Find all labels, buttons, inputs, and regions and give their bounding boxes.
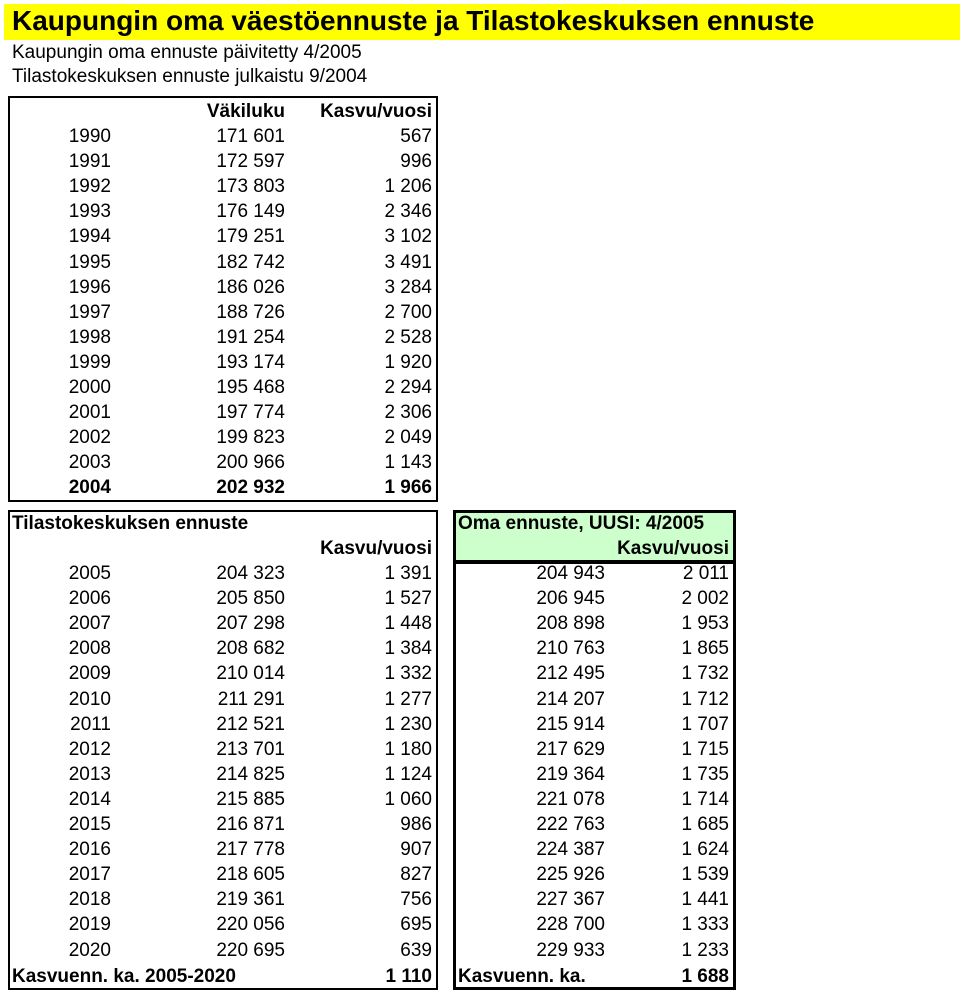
history-growth-cell: 567 [400, 126, 432, 147]
history-row [8, 450, 438, 475]
forecast-own-growth-cell: 1 333 [681, 914, 729, 936]
forecast-own-growth-cell: 1 865 [681, 638, 729, 660]
stat-forecast-row [8, 687, 438, 712]
stat-growth-header: Kasvu/vuosi [320, 538, 432, 559]
forecast-stat-growth-cell: 1 527 [384, 588, 432, 610]
forecast-stat-pop-cell: 212 521 [216, 713, 285, 735]
population-header: Väkiluku [206, 101, 285, 122]
stat-forecast-row [8, 611, 438, 636]
own-forecast-row [453, 586, 736, 611]
forecast-year-cell: 2018 [68, 889, 111, 911]
stat-forecast-row [8, 787, 438, 812]
forecast-year-cell: 2013 [68, 763, 111, 785]
forecast-stat-growth-cell: 756 [400, 889, 432, 911]
stat-forecast-row [8, 812, 438, 837]
forecast-year-cell: 2007 [68, 613, 111, 635]
forecast-year-cell: 2005 [68, 563, 111, 584]
history-year-cell: 1999 [68, 351, 111, 373]
forecast-stat-pop-cell: 217 778 [216, 839, 285, 861]
own-average-label: Kasvuenn. ka. [458, 966, 586, 987]
history-population-cell: 197 774 [216, 402, 285, 424]
history-year-cell: 1997 [68, 301, 111, 323]
history-row [8, 425, 438, 450]
forecast-year-cell: 2015 [68, 814, 111, 835]
subtitle-published: Tilastokeskuksen ennuste julkaistu 9/2004 [12, 66, 368, 87]
forecast-stat-pop-cell: 213 701 [216, 738, 285, 760]
stat-forecast-row [8, 887, 438, 912]
forecast-own-growth-cell: 2 002 [681, 588, 729, 610]
forecast-stat-pop-cell: 216 871 [216, 814, 285, 835]
history-year-cell: 2002 [68, 427, 111, 449]
history-row [8, 300, 438, 325]
history-growth-cell: 996 [400, 151, 432, 173]
history-header-row [8, 99, 438, 124]
forecast-stat-growth-cell: 1 180 [384, 738, 432, 760]
history-population-cell: 202 932 [216, 477, 285, 499]
forecast-own-pop-cell: 204 943 [536, 563, 605, 584]
history-row [8, 325, 438, 350]
history-population-cell: 172 597 [216, 151, 285, 173]
history-population-cell: 195 468 [216, 377, 285, 398]
forecast-own-growth-cell: 1 685 [681, 814, 729, 835]
forecast-own-pop-cell: 208 898 [536, 613, 605, 635]
forecast-own-pop-cell: 227 367 [536, 889, 605, 911]
forecast-own-pop-cell: 214 207 [536, 688, 605, 710]
stat-forecast-row [8, 737, 438, 762]
history-year-cell: 1995 [68, 251, 111, 273]
forecast-stat-pop-cell: 208 682 [216, 638, 285, 660]
stat-average-label: Kasvuenn. ka. 2005-2020 [12, 966, 236, 987]
stat-forecast-row [8, 938, 438, 963]
own-forecast-row [453, 938, 736, 963]
history-growth-cell: 2 306 [384, 402, 432, 424]
history-row [8, 375, 438, 400]
history-growth-cell: 1 966 [384, 477, 432, 499]
history-population-cell: 188 726 [216, 301, 285, 323]
history-population-cell: 179 251 [216, 226, 285, 248]
own-forecast-row [453, 561, 736, 586]
history-growth-cell: 3 284 [384, 276, 432, 298]
forecast-own-pop-cell: 229 933 [536, 939, 605, 961]
forecast-stat-growth-cell: 1 230 [384, 713, 432, 735]
own-average-row [453, 964, 736, 989]
forecast-own-growth-cell: 1 712 [681, 688, 729, 710]
forecast-year-cell: 2009 [68, 663, 111, 685]
forecast-year-cell: 2012 [68, 738, 111, 760]
stat-forecast-row [8, 912, 438, 937]
own-forecast-row [453, 661, 736, 686]
history-growth-cell: 2 700 [384, 301, 432, 323]
stat-average-row [8, 964, 438, 989]
forecast-stat-growth-cell: 1 124 [384, 763, 432, 785]
forecast-year-cell: 2020 [68, 939, 111, 961]
forecast-stat-pop-cell: 211 291 [217, 688, 285, 710]
forecast-header-row [8, 536, 438, 561]
stat-average-value: 1 110 [385, 966, 432, 987]
title-bar [4, 4, 960, 40]
history-row [8, 224, 438, 249]
history-growth-cell: 2 528 [384, 326, 432, 348]
history-population-cell: 186 026 [216, 276, 285, 298]
forecast-year-cell: 2006 [68, 588, 111, 610]
history-population-cell: 200 966 [216, 452, 285, 474]
history-row [8, 199, 438, 224]
forecast-own-growth-cell: 1 233 [681, 939, 729, 961]
own-forecast-row [453, 862, 736, 887]
forecast-stat-pop-cell: 214 825 [216, 763, 285, 785]
forecast-own-growth-cell: 1 707 [681, 713, 729, 735]
history-growth-cell: 3 102 [384, 226, 432, 248]
forecast-year-cell: 2014 [68, 788, 111, 810]
forecast-own-pop-cell: 210 763 [536, 638, 605, 660]
forecast-year-cell: 2017 [68, 864, 111, 886]
forecast-stat-growth-cell: 1 060 [384, 788, 432, 810]
own-forecast-row [453, 712, 736, 737]
stat-forecast-row [8, 586, 438, 611]
forecast-own-growth-cell: 1 732 [681, 663, 729, 685]
forecast-stat-growth-cell: 1 332 [384, 663, 432, 685]
forecast-own-pop-cell: 217 629 [536, 738, 605, 760]
own-average-value: 1 688 [681, 966, 729, 987]
history-population-cell: 173 803 [216, 176, 285, 198]
own-forecast-row [453, 787, 736, 812]
page-title: Kaupungin oma väestöennuste ja Tilastokeskuksen ennuste [12, 5, 815, 36]
own-forecast-title: Oma ennuste, UUSI: 4/2005 [458, 513, 705, 534]
forecast-own-pop-cell: 228 700 [536, 914, 605, 936]
own-forecast-row [453, 812, 736, 837]
history-row [8, 400, 438, 425]
forecast-stat-growth-cell: 1 384 [384, 638, 432, 660]
own-forecast-row [453, 737, 736, 762]
history-population-cell: 191 254 [216, 326, 285, 348]
forecast-stat-pop-cell: 215 885 [216, 788, 285, 810]
own-forecast-row [453, 762, 736, 787]
history-row [8, 350, 438, 375]
forecast-own-growth-cell: 1 539 [681, 864, 729, 886]
history-population-cell: 176 149 [216, 201, 285, 223]
history-year-cell: 2003 [68, 452, 111, 474]
history-row [8, 275, 438, 300]
forecast-own-growth-cell: 1 624 [681, 839, 729, 861]
history-growth-cell: 1 920 [384, 351, 432, 373]
forecast-own-pop-cell: 221 078 [536, 788, 605, 810]
own-forecast-row [453, 912, 736, 937]
history-growth-cell: 2 346 [384, 201, 432, 223]
forecast-own-growth-cell: 1 735 [681, 763, 729, 785]
forecast-stat-growth-cell: 827 [400, 864, 432, 886]
forecast-stat-growth-cell: 695 [400, 914, 432, 936]
forecast-year-cell: 2008 [68, 638, 111, 660]
own-growth-header: Kasvu/vuosi [617, 538, 729, 559]
history-growth-cell: 3 491 [384, 251, 432, 273]
forecast-own-growth-cell: 1 715 [681, 738, 729, 760]
history-year-cell: 2004 [68, 477, 111, 499]
forecast-own-pop-cell: 222 763 [536, 814, 605, 835]
forecast-stat-pop-cell: 207 298 [216, 613, 285, 635]
history-year-cell: 1991 [68, 151, 111, 173]
forecast-own-pop-cell: 206 945 [536, 588, 605, 610]
own-forecast-row [453, 837, 736, 862]
history-population-cell: 171 601 [216, 126, 285, 147]
history-year-cell: 1996 [68, 276, 111, 298]
history-growth-cell: 2 294 [384, 377, 432, 398]
stat-forecast-row [8, 561, 438, 586]
history-year-cell: 1994 [68, 226, 111, 248]
stat-forecast-row [8, 636, 438, 661]
forecast-stat-pop-cell: 220 695 [216, 939, 285, 961]
forecast-own-growth-cell: 1 714 [681, 788, 729, 810]
forecast-own-growth-cell: 2 011 [682, 563, 729, 584]
forecast-own-pop-cell: 215 914 [536, 713, 605, 735]
own-forecast-row [453, 636, 736, 661]
forecast-own-pop-cell: 224 387 [536, 839, 605, 861]
forecast-stat-pop-cell: 210 014 [216, 663, 285, 685]
forecast-stat-pop-cell: 205 850 [216, 588, 285, 610]
forecast-stat-pop-cell: 219 361 [216, 889, 285, 911]
history-year-cell: 1998 [68, 326, 111, 348]
history-year-cell: 2001 [68, 402, 111, 424]
forecast-stat-growth-cell: 1 277 [384, 688, 432, 710]
history-population-cell: 193 174 [216, 351, 285, 373]
own-forecast-row [453, 611, 736, 636]
history-row [8, 475, 438, 500]
history-year-cell: 1990 [68, 126, 111, 147]
history-row [8, 174, 438, 199]
history-population-cell: 199 823 [216, 427, 285, 449]
forecast-stat-pop-cell: 220 056 [216, 914, 285, 936]
forecast-own-pop-cell: 225 926 [536, 864, 605, 886]
history-row [8, 124, 438, 149]
stat-forecast-row [8, 661, 438, 686]
forecast-own-growth-cell: 1 441 [681, 889, 729, 911]
stat-forecast-row [8, 862, 438, 887]
own-header-row [453, 536, 736, 561]
forecast-stat-growth-cell: 1 391 [384, 563, 432, 584]
stat-forecast-row [8, 837, 438, 862]
forecast-stat-growth-cell: 639 [400, 939, 432, 961]
forecast-stat-growth-cell: 986 [400, 814, 432, 835]
forecast-own-pop-cell: 219 364 [536, 763, 605, 785]
forecast-year-cell: 2016 [68, 839, 111, 861]
forecast-stat-growth-cell: 1 448 [384, 613, 432, 635]
stat-forecast-title: Tilastokeskuksen ennuste [12, 513, 249, 534]
forecast-own-growth-cell: 1 953 [681, 613, 729, 635]
own-forecast-row [453, 887, 736, 912]
stat-forecast-row [8, 762, 438, 787]
history-population-cell: 182 742 [216, 251, 285, 273]
forecast-year-cell: 2011 [70, 713, 111, 735]
history-row [8, 149, 438, 174]
forecast-year-cell: 2019 [68, 914, 111, 936]
history-growth-cell: 1 143 [384, 452, 432, 474]
history-growth-cell: 1 206 [384, 176, 432, 198]
forecast-stat-pop-cell: 218 605 [216, 864, 285, 886]
history-year-cell: 1993 [68, 201, 111, 223]
own-forecast-row [453, 687, 736, 712]
forecast-year-cell: 2010 [68, 688, 111, 710]
forecast-own-pop-cell: 212 495 [536, 663, 605, 685]
forecast-stat-growth-cell: 907 [400, 839, 432, 861]
growth-header: Kasvu/vuosi [320, 101, 432, 122]
forecast-stat-pop-cell: 204 323 [216, 563, 285, 584]
stat-forecast-row [8, 712, 438, 737]
history-growth-cell: 2 049 [384, 427, 432, 449]
subtitle-updated: Kaupungin oma ennuste päivitetty 4/2005 [12, 42, 362, 63]
history-year-cell: 1992 [68, 176, 111, 198]
history-row [8, 250, 438, 275]
history-year-cell: 2000 [68, 377, 111, 398]
